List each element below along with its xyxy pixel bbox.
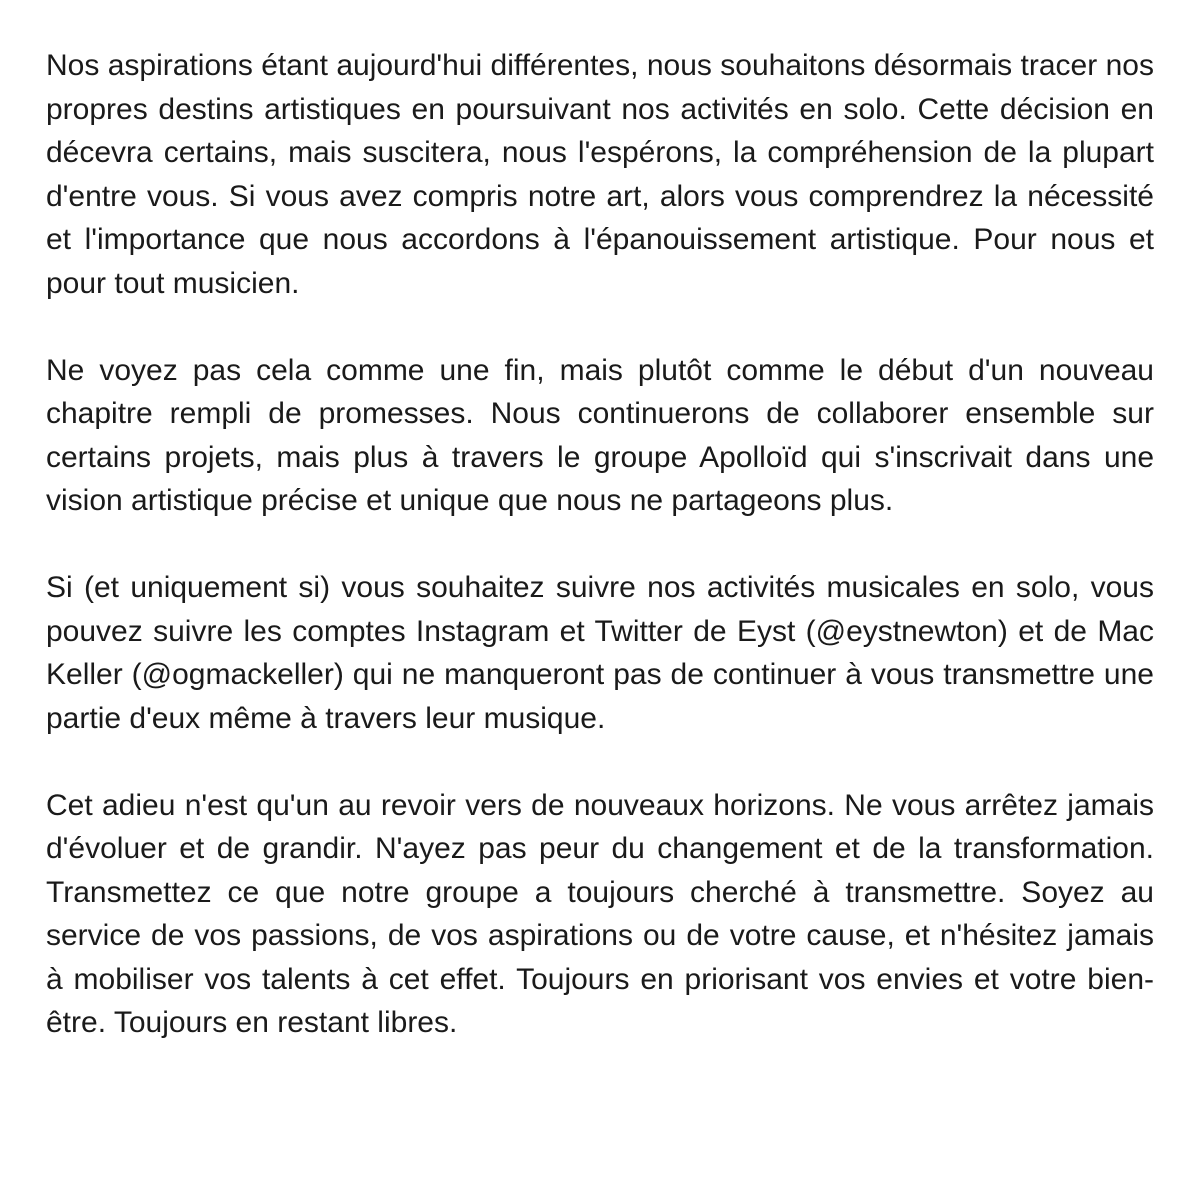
paragraph-4: Cet adieu n'est qu'un au revoir vers de nouveaux horizons. Ne vous arrêtez jamais d'évoluer et de grandir. N'ayez pas peur du changement et de la transformation. Transmettez ce que notre groupe a toujours cherché à transmettre. Soyez au service de vos passions, de vos aspirations ou de votre cause, et n'hésitez jamais à mobiliser vos talents à cet effet. Toujours en priorisant vos envies et votre bien-être. Toujours en restant libres. [46,788,1154,1039]
paragraph-1: Nos aspirations étant aujourd'hui différentes, nous souhaitons désormais tracer nos propres destins artistiques en poursuivant nos activités en solo. Cette décision en décevra certains, mais suscitera, nous l'espérons, la compréhension de la plupart d'entre vous. Si vous avez compris notre art, alors vous comprendrez la nécessité et l'importance que nous accordons à l'épanouissement artistique. Pour nous et pour tout musicien. [46,49,1154,300]
paragraph-2: Ne voyez pas cela comme une fin, mais plutôt comme le début d'un nouveau chapitre rempli de promesses. Nous continuerons de collaborer ensemble sur certains projets, mais plus à travers le groupe Apolloïd qui s'inscrivait dans une vision artistique précise et unique que nous ne partageons plus. [46,353,1154,517]
paragraph-3: Si (et uniquement si) vous souhaitez suivre nos activités musicales en solo, vous pouvez suivre les comptes Instagram et Twitter de Eyst (@eystnewton) et de Mac Keller (@ogmackeller) qui ne manqueront pas de continuer à vous transmettre une partie d'eux même à travers leur musique. [46,571,1154,735]
document-body [46,44,1154,1200]
